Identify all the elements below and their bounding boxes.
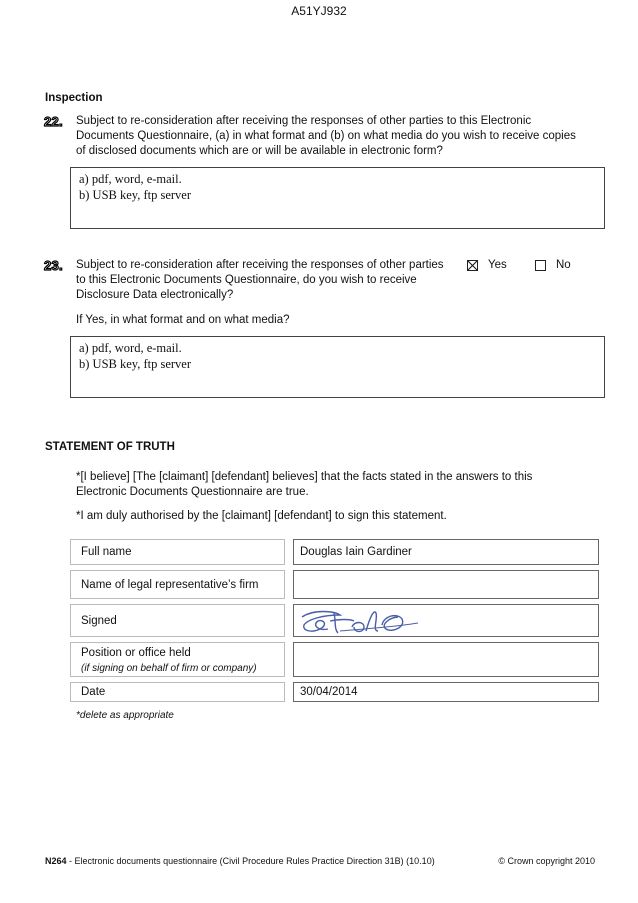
question-22-line-3: of disclosed documents which are or will be available in electronic form? [76, 145, 443, 157]
firm-label: Name of legal representative’s firm [81, 579, 259, 591]
question-23-line-1: Subject to re-consideration after receiving the responses of other parties [76, 259, 444, 271]
question-23-answer-box[interactable] [70, 336, 605, 398]
question-22-line-1: Subject to re-consideration after receiving the responses of other parties to this Electronic [76, 115, 532, 127]
date-value: 30/04/2014 [300, 686, 358, 698]
date-field[interactable] [293, 682, 599, 702]
question-22-text [76, 114, 616, 159]
full-name-value: Douglas Iain Gardiner [300, 546, 412, 558]
no-checkbox[interactable] [535, 260, 546, 271]
form-description: - Electronic documents questionnaire (Civil Procedure Rules Practice Direction 31B) (10.10) [69, 856, 435, 866]
question-22-line-2: Documents Questionnaire, (a) in what format and (b) on what media do you wish to receive copies [76, 130, 576, 142]
question-23-text [76, 258, 466, 303]
full-name-label: Full name [81, 546, 132, 558]
signature-field[interactable] [293, 604, 599, 637]
firm-field[interactable] [293, 570, 599, 599]
question-22-answer-line-2: b) USB key, ftp server [79, 188, 192, 202]
question-number-22: 22. [44, 114, 63, 129]
full-name-label-cell [70, 539, 285, 565]
question-number-23: 23. [44, 258, 63, 273]
statement-authorised: *I am duly authorised by the [claimant] [defendant] to sign this statement. [76, 510, 447, 522]
position-field[interactable] [293, 642, 599, 677]
date-label: Date [81, 686, 106, 698]
question-22-answer-box[interactable] [70, 167, 605, 229]
yes-label: Yes [488, 259, 507, 271]
section-heading-statement-of-truth: STATEMENT OF TRUTH [45, 441, 175, 453]
firm-label-cell [70, 570, 285, 599]
handwritten-signature [294, 605, 434, 637]
question-23-follow-up: If Yes, in what format and on what media? [76, 314, 290, 326]
question-23-line-2: to this Electronic Documents Questionnaire, do you wish to receive [76, 274, 417, 286]
question-23-answer-line-2: b) USB key, ftp server [79, 357, 192, 371]
yes-checkbox[interactable] [467, 260, 478, 271]
position-note: (if signing on behalf of firm or company) [81, 663, 257, 674]
statement-belief-line-2: Electronic Documents Questionnaire are true. [76, 486, 309, 498]
document-reference: A51YJ932 [291, 4, 347, 18]
question-23-answer-line-1: a) pdf, word, e-mail. [79, 341, 182, 355]
form-code: N264 [45, 856, 67, 866]
date-label-cell [70, 682, 285, 702]
question-22-answer-line-1: a) pdf, word, e-mail. [79, 172, 182, 186]
position-label-cell [70, 642, 285, 677]
position-label: Position or office held [81, 647, 191, 659]
copyright: © Crown copyright 2010 [498, 856, 595, 866]
statement-belief-line-1: *[I believe] [The [claimant] [defendant] believes] that the facts stated in the answers to this [76, 471, 533, 483]
section-heading-inspection: Inspection [45, 92, 103, 104]
signed-label: Signed [81, 615, 117, 627]
no-label: No [556, 259, 571, 271]
statement-belief [76, 470, 616, 500]
full-name-field[interactable] [293, 539, 599, 565]
question-23-line-3: Disclosure Data electronically? [76, 289, 234, 301]
signed-label-cell [70, 604, 285, 637]
checkmark-cross-icon [468, 261, 477, 270]
delete-note: *delete as appropriate [76, 710, 174, 721]
